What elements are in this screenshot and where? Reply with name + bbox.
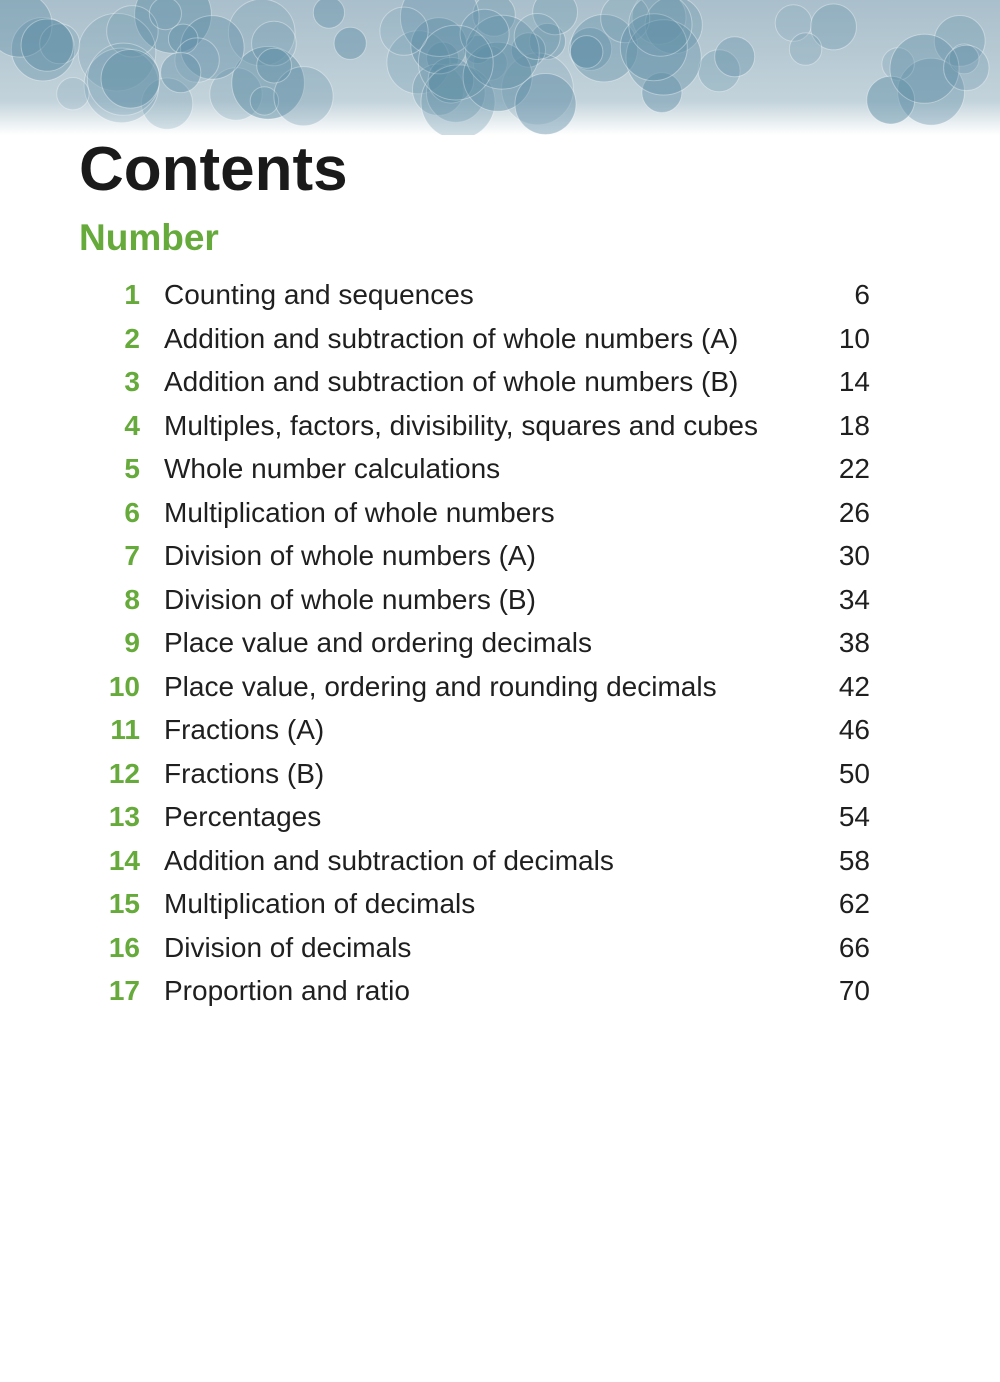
bubble-shape (515, 74, 576, 135)
page-number: 46 (838, 714, 870, 745)
chapter-number: 11 (110, 714, 140, 745)
toc-row[interactable] (0, 404, 1000, 448)
chapter-number: 13 (108, 801, 140, 832)
bubble-shape (334, 27, 366, 59)
chapter-title: Proportion and ratio (164, 975, 410, 1006)
chapter-title: Percentages (164, 801, 322, 832)
toc-row[interactable] (0, 882, 1000, 926)
toc-row[interactable] (0, 969, 1000, 1013)
bubble-shape (570, 36, 603, 69)
decorative-bubble-banner (0, 0, 1000, 135)
bubble-shape (57, 78, 89, 110)
toc-row[interactable] (0, 447, 1000, 491)
toc-row[interactable] (0, 273, 1000, 317)
bubble-shape (101, 50, 160, 109)
chapter-number: 14 (108, 844, 140, 876)
bubble-shape (257, 48, 292, 83)
toc-row[interactable] (0, 839, 1000, 883)
chapter-number: 15 (108, 888, 140, 919)
page-number: 62 (838, 888, 870, 919)
toc-row[interactable] (0, 534, 1000, 578)
chapter-number: 9 (124, 627, 140, 658)
bubble-shape (161, 52, 201, 92)
chapter-title: Multiples, factors, divisibility, squares and cubes (164, 409, 758, 441)
chapter-title: Fractions (A) (164, 714, 325, 745)
chapter-title: Division of whole numbers (A) (164, 540, 536, 571)
bubble-shape (715, 37, 755, 77)
table-of-contents (0, 273, 1000, 1013)
toc-row[interactable] (0, 708, 1000, 752)
page-number: 34 (838, 583, 870, 615)
chapter-number: 12 (108, 757, 140, 789)
chapter-title: Place value, ordering and rounding decimals (164, 670, 717, 702)
chapter-title: Multiplication of whole numbers (164, 496, 555, 528)
bubble-shape (380, 7, 428, 55)
toc-row[interactable] (0, 795, 1000, 839)
toc-row[interactable] (0, 752, 1000, 796)
toc-row[interactable] (0, 491, 1000, 535)
chapter-number: 8 (124, 583, 140, 615)
chapter-title: Division of decimals (164, 931, 412, 963)
chapter-title: Whole number calculations (164, 453, 501, 484)
chapter-number: 1 (124, 279, 140, 310)
chapter-number: 16 (108, 931, 140, 963)
chapter-number: 5 (124, 453, 140, 484)
chapter-title: Counting and sequences (164, 279, 474, 310)
page-number: 14 (838, 366, 870, 397)
chapter-title: Place value and ordering decimals (164, 627, 593, 658)
bubble-shape (418, 25, 493, 100)
toc-row[interactable] (0, 317, 1000, 361)
bubble-shape (21, 19, 73, 71)
chapter-title: Division of whole numbers (B) (164, 583, 536, 615)
page-number: 58 (838, 844, 870, 876)
chapter-title: Addition and subtraction of whole numbers (A) (164, 322, 739, 354)
toc-row[interactable] (0, 621, 1000, 665)
chapter-number: 4 (124, 409, 140, 441)
page-title: Contents (79, 135, 348, 204)
page-number: 22 (838, 453, 870, 484)
bubble-shape (789, 33, 821, 65)
page-number: 50 (838, 757, 870, 789)
bubble-shape (629, 0, 692, 56)
chapter-number: 17 (108, 975, 140, 1006)
page-number: 18 (838, 409, 870, 441)
page-number: 66 (838, 931, 870, 963)
page-number: 54 (838, 801, 870, 832)
bubble-shape (514, 14, 560, 60)
chapter-number: 6 (124, 496, 140, 528)
chapter-number: 7 (124, 540, 140, 571)
toc-row[interactable] (0, 578, 1000, 622)
page-number: 30 (838, 540, 870, 571)
chapter-title: Fractions (B) (164, 757, 325, 789)
chapter-title: Addition and subtraction of decimals (164, 844, 614, 876)
page-number: 6 (854, 279, 870, 310)
page-number: 42 (838, 670, 870, 702)
page-number: 38 (838, 627, 870, 658)
bubble-shape (313, 0, 344, 28)
toc-row[interactable] (0, 926, 1000, 970)
chapter-number: 2 (124, 322, 140, 354)
chapter-title: Addition and subtraction of whole numbers (B) (164, 366, 739, 397)
chapter-number: 10 (108, 670, 140, 702)
chapter-number: 3 (124, 366, 140, 397)
chapter-title: Multiplication of decimals (164, 888, 476, 919)
toc-row[interactable] (0, 665, 1000, 709)
bubble-shape (944, 45, 989, 90)
page-number: 10 (838, 322, 870, 354)
page-number: 70 (838, 975, 870, 1006)
toc-row[interactable] (0, 360, 1000, 404)
section-title-number: Number (79, 217, 219, 258)
page-number: 26 (838, 496, 870, 528)
